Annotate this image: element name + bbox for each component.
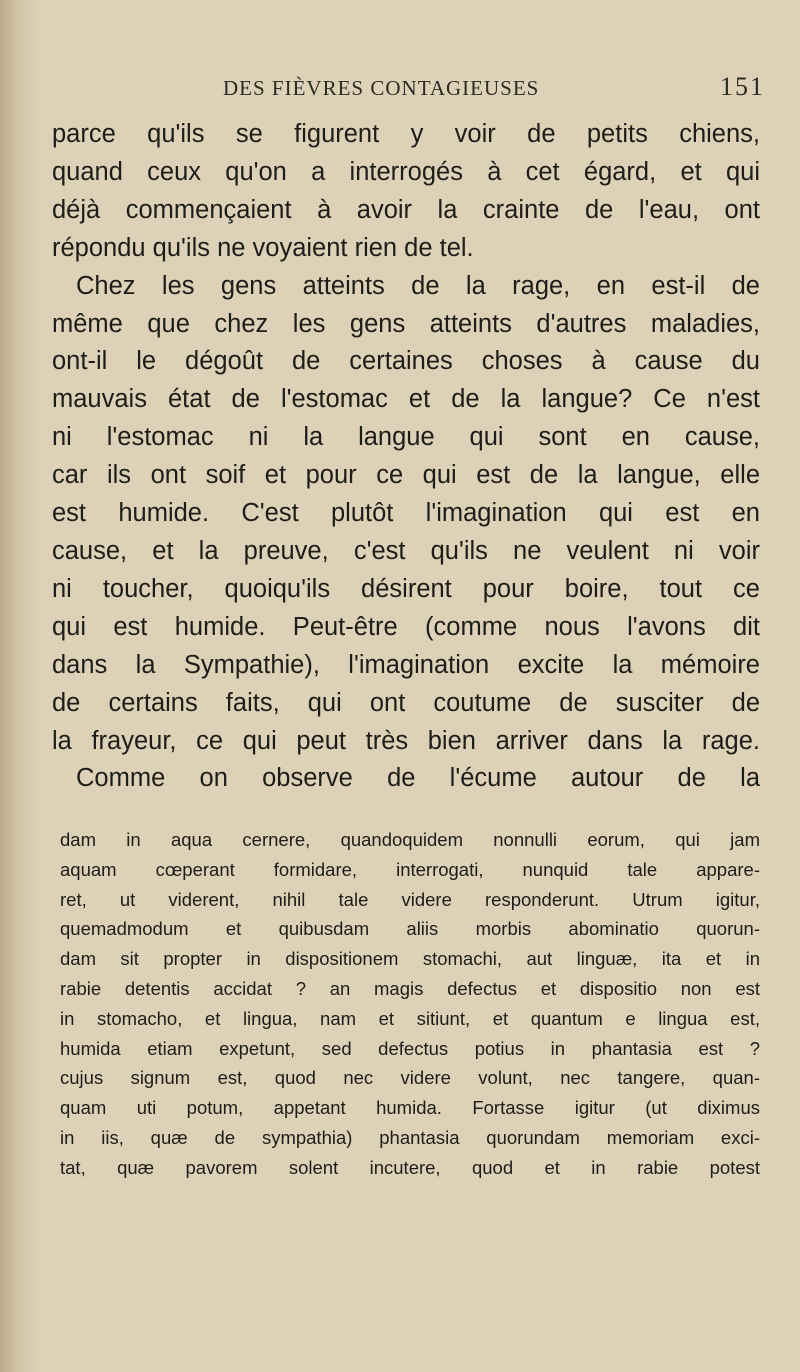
text-line: Chez les gens atteints de la rage, en est-il de <box>76 271 760 300</box>
text-line: répondu qu'ils ne voyaient rien de tel. <box>52 233 474 262</box>
text-line: la frayeur, ce qui peut très bien arriver dans la rage. <box>52 726 760 755</box>
text-line: parce qu'ils se figurent y voir de petits chiens, <box>52 120 760 148</box>
text-line: cause, et la preuve, c'est qu'ils ne veulent ni voir <box>52 536 760 565</box>
note-line: dam in aqua cernere, quandoquidem nonnulli eorum, qui jam <box>60 829 760 850</box>
note-line: quemadmodum et quibusdam aliis morbis abominatio quorun- <box>60 918 760 940</box>
text-line: ni l'estomac ni la langue qui sont en cause, <box>52 423 760 452</box>
note-line: tat, quæ pavorem solent incutere, quod et in rabie potest <box>60 1156 760 1178</box>
note-line: dam sit propter in dispositionem stomachi, aut linguæ, ita et in <box>60 948 760 970</box>
text-line: de certains faits, qui ont coutume de susciter de <box>52 688 760 717</box>
text-line: dans la Sympathie), l'imagination excite la mémoire <box>52 650 760 679</box>
note-line: quam uti potum, appetant humida. Fortasse igitur (ut diximus <box>60 1097 760 1119</box>
text-line: même que chez les gens atteints d'autres maladies, <box>52 309 760 338</box>
running-head <box>0 72 800 112</box>
note-line: aquam cœperant formidare, interrogati, nunquid tale appare- <box>60 858 760 880</box>
text-line: car ils ont soif et pour ce qui est de la langue, elle <box>52 461 760 490</box>
latin-footnote <box>60 825 760 1183</box>
text-line: qui est humide. Peut-être (comme nous l'avons dit <box>52 612 760 641</box>
text-line: est humide. C'est plutôt l'imagination qui est en <box>52 499 760 528</box>
running-title: DES FIÈVRES CONTAGIEUSES <box>223 76 540 100</box>
text-line: ont-il le dégoût de certaines choses à cause du <box>52 347 760 376</box>
french-main-text <box>52 116 760 798</box>
text-line: quand ceux qu'on a interrogés à cet égard, et qui <box>52 157 760 186</box>
text-line: ni toucher, quoiqu'ils désirent pour boire, tout ce <box>52 574 760 603</box>
text-line: Comme on observe de l'écume autour de la <box>76 764 760 793</box>
page-number: 151 <box>720 72 765 101</box>
text-line: mauvais état de l'estomac et de la langue? Ce n'est <box>52 385 760 414</box>
note-line: rabie detentis accidat ? an magis defectus et dispositio non est <box>60 977 760 999</box>
note-line: humida etiam expetunt, sed defectus potius in phantasia est ? <box>60 1037 760 1059</box>
note-line: cujus signum est, quod nec videre volunt, nec tangere, quan- <box>60 1067 760 1089</box>
text-line: déjà commençaient à avoir la crainte de l'eau, ont <box>52 195 760 224</box>
note-line: in iis, quæ de sympathia) phantasia quorundam memoriam exci- <box>60 1126 760 1148</box>
note-line: in stomacho, et lingua, nam et sitiunt, et quantum e lingua est, <box>60 1007 760 1029</box>
note-line: ret, ut viderent, nihil tale videre responderunt. Utrum igitur, <box>60 888 760 910</box>
